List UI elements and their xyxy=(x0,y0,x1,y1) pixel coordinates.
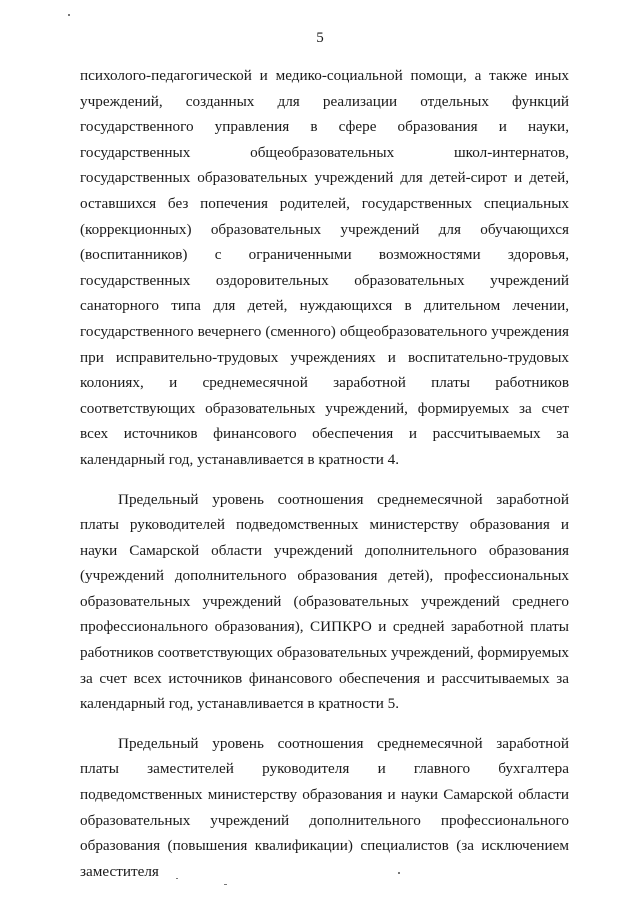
scan-speck xyxy=(224,884,227,885)
document-body xyxy=(80,63,569,884)
paragraph-deputies-ratio: Предельный уровень соотношения среднемесячной заработной платы заместителей руководителя и главного бухгалтера подведомственных министерству образования и науки Самарской области образовательных учреждений дополнительного профессионального образования (повышения квалификации) специалистов (за исключением заместителя xyxy=(80,734,569,880)
scan-speck xyxy=(398,872,400,874)
scan-speck xyxy=(176,878,178,879)
paragraph-directors-ratio: Предельный уровень соотношения среднемесячной заработной платы руководителей подведомственных министерству образования и науки Самарской области учреждений дополнительного образования (учреждений дополнительного образования детей), профессиональных образовательных учреждений (образовательных учреждений среднего профессионального образования), СИПКРО и средней заработной платы работников соответствующих образовательных учреждений, формируемых за счет всех источников финансового обеспечения и рассчитываемых за календарный год, устанавливается в кратности 5. xyxy=(80,490,569,713)
scan-speck xyxy=(68,14,70,16)
paragraph-continued: психолого-педагогической и медико-социальной помощи, а также иных учреждений, созданных для реализации отдельных функций государственного управления в сфере образования и науки, государственных общеобразовательных школ-интернатов, государственных образовательных учреждений для детей-сирот и детей, оставшихся без попечения родителей, государственных специальных (коррекционных) образовательных учреждений для обучающихся (воспитанников) с ограниченными возможностями здоровья, государственных оздоровительных образовательных учреждений санаторного типа для детей, нуждающихся в длительном лечении, государственного вечернего (сменного) общеобразовательного учреждения при исправительно-трудовых учреждениях и воспитательно-трудовых колониях, и среднемесячной заработной платы работников соответствующих образовательных учреждений, формируемых за счет всех источников финансового обеспечения и рассчитываемых за календарный год, устанавливается в кратности 4. xyxy=(80,67,569,468)
page-number: 5 xyxy=(316,30,324,46)
